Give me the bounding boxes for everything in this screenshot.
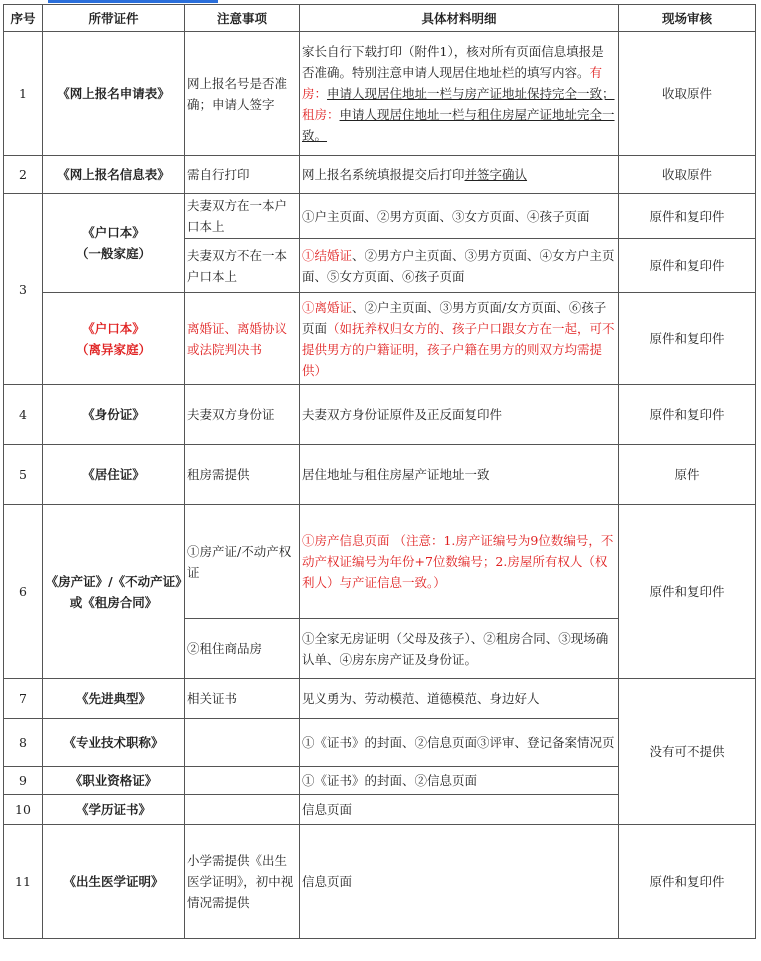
- row-no: 4: [4, 385, 43, 445]
- check-cell: 原件和复印件: [619, 293, 756, 385]
- doc-name: 《身份证》: [43, 385, 185, 445]
- detail-cell: ①《证书》的封面、②信息页面③评审、登记备案情况页: [300, 719, 619, 767]
- note-cell: ①房产证/不动产权证: [185, 505, 300, 619]
- doc-name: 《网上报名信息表》: [43, 156, 185, 194]
- table-row: [4, 825, 756, 939]
- detail-remark: （如抚养权归女方的、孩子户口跟女方在一起，可不提供男方的户籍证明，孩子户籍在男方的则双方均需提供）: [302, 320, 615, 378]
- detail-cell: ①全家无房证明（父母及孩子）、②租房合同、③现场确认单、④房东房产证及身份证。: [300, 619, 619, 679]
- note-cell: 离婚证、离婚协议或法院判决书: [185, 293, 300, 385]
- detail-cell: ①《证书》的封面、②信息页面: [300, 767, 619, 795]
- note-cell: 夫妻双方在一本户口本上: [185, 194, 300, 239]
- doc-name: 《专业技术职称》: [43, 719, 185, 767]
- check-cell: 原件和复印件: [619, 194, 756, 239]
- detail-cell: 居住地址与租住房屋产证地址一致: [300, 445, 619, 505]
- detail-cell: 夫妻双方身份证原件及正反面复印件: [300, 385, 619, 445]
- table-row: [4, 194, 756, 239]
- header-doc: 所带证件: [43, 5, 185, 32]
- top-accent-line: [48, 0, 218, 3]
- own-house-label: 有房：: [302, 65, 603, 101]
- detail-cell: ①户主页面、②男方页面、③女方页面、④孩子页面: [300, 194, 619, 239]
- detail-cell: ①房产信息页面 （注意：1.房产证编号为9位数编号，不动产权证编号为年份+7位数编号；2.房屋所有权人（权利人）与产证信息一致。）: [300, 505, 619, 619]
- header-check: 现场审核: [619, 5, 756, 32]
- note-cell: [185, 719, 300, 767]
- header-no: 序号: [4, 5, 43, 32]
- row-no: 8: [4, 719, 43, 767]
- detail-cell: 信息页面: [300, 825, 619, 939]
- materials-table: [3, 4, 756, 939]
- detail-cell: [300, 32, 619, 156]
- check-cell: 收取原件: [619, 156, 756, 194]
- row-no: 6: [4, 505, 43, 679]
- detail-cell: [300, 239, 619, 293]
- note-cell: 夫妻双方身份证: [185, 385, 300, 445]
- header-detail: 具体材料明细: [300, 5, 619, 32]
- table-row: [4, 385, 756, 445]
- doc-name: 《职业资格证》: [43, 767, 185, 795]
- note-cell: 小学需提供《出生医学证明》，初中视情况需提供: [185, 825, 300, 939]
- detail-cell: 信息页面: [300, 795, 619, 825]
- row-no: 7: [4, 679, 43, 719]
- row-no: 5: [4, 445, 43, 505]
- table-row: [4, 445, 756, 505]
- note-cell: 夫妻双方不在一本户口本上: [185, 239, 300, 293]
- doc-name: [43, 293, 185, 385]
- note-cell: [185, 795, 300, 825]
- divorce-cert: ①离婚证: [302, 299, 353, 315]
- detail-text-underlined: 并签字确认: [464, 167, 528, 182]
- check-cell: 原件和复印件: [619, 385, 756, 445]
- note-cell: 相关证书: [185, 679, 300, 719]
- detail-cell: [300, 156, 619, 194]
- detail-cell: [300, 293, 619, 385]
- doc-name-sub: （离异家庭）: [75, 341, 151, 357]
- row-no: 9: [4, 767, 43, 795]
- detail-text: 、②男方户主页面、③男方页面、④女方户主页面、⑤女方页面、⑥孩子页面: [302, 247, 615, 284]
- rent-house-label: 租房：: [302, 107, 340, 122]
- check-cell: 收取原件: [619, 32, 756, 156]
- table-row: [4, 505, 756, 619]
- table-row: [4, 679, 756, 719]
- doc-name: 《居住证》: [43, 445, 185, 505]
- table-row: [4, 293, 756, 385]
- note-cell: 租房需提供: [185, 445, 300, 505]
- detail-text: 家长自行下载打印（附件1），核对所有页面信息填报是否准确。特别注意申请人现居住地址栏的填写内容。: [302, 44, 604, 80]
- header-row: [4, 5, 756, 32]
- doc-name: 《先进典型》: [43, 679, 185, 719]
- note-cell: 网上报名号是否准确；申请人签字: [185, 32, 300, 156]
- doc-name: 《出生医学证明》: [43, 825, 185, 939]
- doc-name-sub: （一般家庭）: [75, 246, 151, 261]
- note-cell: ②租住商品房: [185, 619, 300, 679]
- doc-name: 《学历证书》: [43, 795, 185, 825]
- note-cell: 需自行打印: [185, 156, 300, 194]
- row-no: 2: [4, 156, 43, 194]
- own-house-text: 申请人现居住地址一栏与房产证地址保持完全一致；: [327, 86, 615, 101]
- check-cell: 原件和复印件: [619, 239, 756, 293]
- note-cell: [185, 767, 300, 795]
- row-no: 3: [4, 194, 43, 385]
- header-note: 注意事项: [185, 5, 300, 32]
- doc-name: 《房产证》/《不动产证》或《租房合同》: [43, 505, 185, 679]
- table-row: [4, 156, 756, 194]
- detail-text: 、②户主页面、③男方页面/女方页面、⑥孩子页面: [302, 299, 607, 336]
- doc-name-line: 《户口本》: [82, 225, 145, 240]
- check-cell: 原件和复印件: [619, 505, 756, 679]
- detail-cell: 见义勇为、劳动模范、道德模范、身边好人: [300, 679, 619, 719]
- doc-name: 《网上报名申请表》: [43, 32, 185, 156]
- table-row: [4, 32, 756, 156]
- check-cell: 原件: [619, 445, 756, 505]
- row-no: 11: [4, 825, 43, 939]
- doc-name-line: 《户口本》: [82, 320, 145, 336]
- marriage-cert: ①结婚证: [302, 247, 353, 263]
- row-no: 10: [4, 795, 43, 825]
- check-cell: 没有可不提供: [619, 679, 756, 825]
- row-no: 1: [4, 32, 43, 156]
- doc-name: [43, 194, 185, 293]
- rent-house-text: 申请人现居住地址一栏与租住房屋产证地址完全一致。: [302, 107, 615, 143]
- check-cell: 原件和复印件: [619, 825, 756, 939]
- detail-text: 网上报名系统填报提交后打印: [302, 167, 465, 182]
